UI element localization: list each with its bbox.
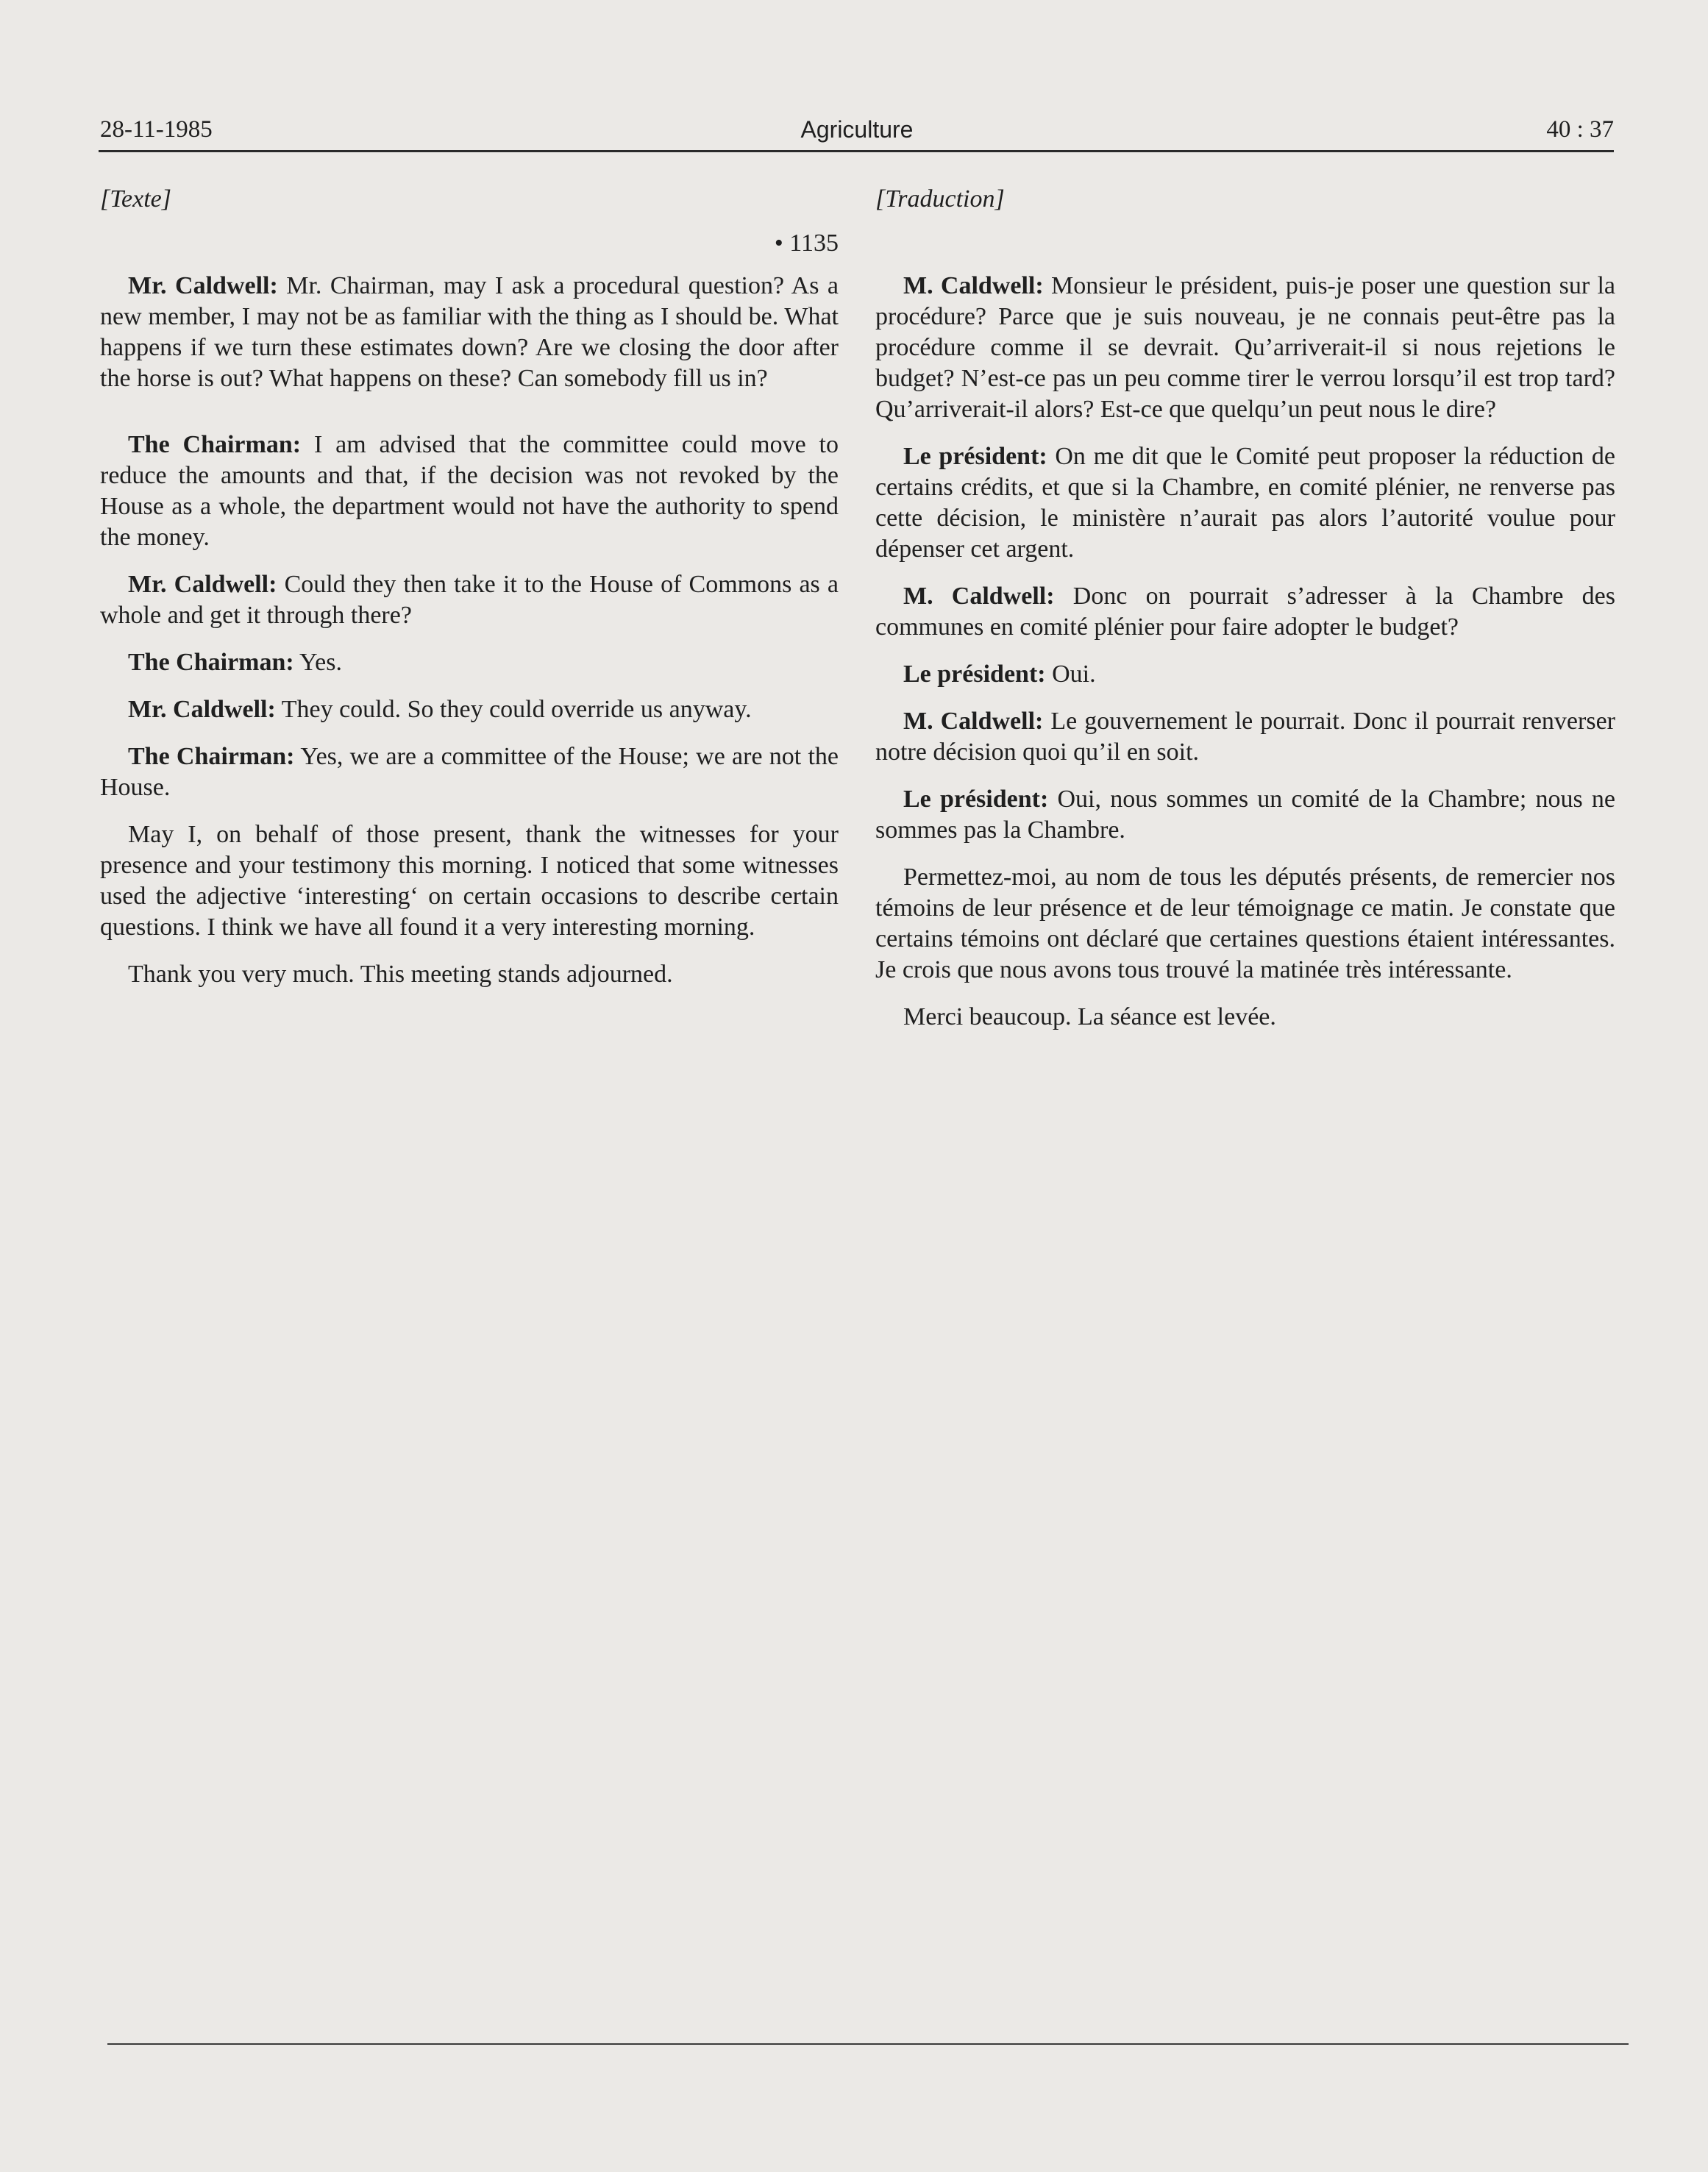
paragraph	[100, 430, 839, 553]
paragraph-text: May I, on behalf of those present, thank the witnesses for your presence and your testimony this morning. I noticed that some witnesses used the adjective ‘interesting‘ on certain occasions to describe certain questions. I think we have all found it a very interesting morning.	[100, 821, 839, 941]
paragraph	[875, 1002, 1615, 1033]
paragraph	[100, 959, 839, 990]
speaker-name: The Chairman:	[128, 649, 294, 676]
speaker-name: M. Caldwell:	[903, 583, 1055, 610]
paragraph-text: They could. So they could override us anyway.	[275, 696, 752, 723]
paragraph-text: Le gouvernement le pourrait. Donc il pourrait renverser notre décision quoi qu’il en soit.	[875, 708, 1615, 766]
paragraph-text: I am advised that the committee could move to reduce the amounts and that, if the decision was not revoked by the House as a whole, the department would not have the authority to spend the money.	[100, 431, 839, 551]
paragraph	[100, 647, 839, 678]
paragraph	[100, 569, 839, 631]
right-column-label: [Traduction]	[875, 185, 1005, 213]
time-marker: • 1135	[774, 229, 839, 257]
paragraph-text: Yes, we are a committee of the House; we are not the House.	[100, 743, 839, 801]
paragraph	[100, 694, 839, 725]
speaker-name: The Chairman:	[128, 431, 302, 458]
paragraph	[100, 741, 839, 803]
paragraph-text: Oui.	[1045, 660, 1096, 688]
paragraph-text: Mr. Chairman, may I ask a procedural question? As a new member, I may not be as familiar with the thing as I should be. What happens if we turn these estimates down? Are we closing the door after the horse is out? What happens on these? Can somebody fill us in?	[100, 272, 839, 392]
speaker-name: Le président:	[903, 786, 1049, 813]
paragraph	[875, 271, 1615, 425]
speaker-name: Le président:	[903, 660, 1046, 688]
paragraph	[100, 819, 839, 943]
paragraph	[875, 441, 1615, 565]
header-date: 28-11-1985	[100, 116, 213, 143]
paragraph	[875, 659, 1615, 690]
left-column-english	[100, 184, 839, 1006]
speaker-name: Mr. Caldwell:	[128, 696, 276, 723]
paragraph-text: Permettez-moi, au nom de tous les députés présents, de remercier nos témoins de leur présence et de leur témoignage ce matin. Je constate que certains témoins ont déclaré que certaines questions étaient intéressantes. Je crois que nous avons tous trouvé la matinée très intéressante.	[875, 864, 1615, 983]
paragraph-text: Thank you very much. This meeting stands adjourned.	[128, 961, 673, 988]
paragraph-text: Could they then take it to the House of Commons as a whole and get it through there?	[100, 571, 839, 629]
paragraph	[875, 784, 1615, 846]
paragraph-text: On me dit que le Comité peut proposer la réduction de certains crédits, et que si la Chambre, en comité plénier, ne renverse pas cette décision, le ministère n’aurait pas alors l’autorité voulue pour dépenser cet argent.	[875, 443, 1615, 563]
speaker-name: M. Caldwell:	[903, 708, 1044, 735]
paragraph-text: Oui, nous sommes un comité de la Chambre; nous ne sommes pas la Chambre.	[875, 786, 1615, 844]
paragraph	[875, 581, 1615, 643]
paragraph-text: Donc on pourrait s’adresser à la Chambre des communes en comité plénier pour faire adopter le budget?	[875, 583, 1616, 641]
footer-rule	[107, 2043, 1629, 2045]
right-column-french	[875, 184, 1615, 1049]
speaker-name: Le président:	[903, 443, 1047, 470]
header-title: Agriculture	[800, 116, 914, 143]
paragraph	[100, 271, 839, 394]
paragraph-text: Merci beaucoup. La séance est levée.	[903, 1003, 1276, 1030]
header-rule	[99, 150, 1614, 152]
speaker-name: M. Caldwell:	[903, 272, 1044, 299]
speaker-name: Mr. Caldwell:	[128, 571, 277, 598]
page-header	[100, 110, 1614, 149]
header-page-number: 40 : 37	[1546, 116, 1614, 143]
paragraph	[875, 862, 1615, 986]
paragraph-text: Monsieur le président, puis-je poser une question sur la procédure? Parce que je suis nouveau, je ne connais peut-être pas la procédure comme il se devrait. Qu’arriverait-il si nous rejetions le budget? N’est-ce pas un peu comme tirer le verrou lorsqu’il est trop tard? Qu’arriverait-il alors? Est-ce que quelqu’un peut nous le dire?	[875, 272, 1615, 423]
speaker-name: The Chairman:	[128, 743, 295, 770]
paragraph-text: Yes.	[293, 649, 342, 676]
paragraph	[875, 706, 1615, 768]
left-column-label: [Texte]	[100, 185, 171, 213]
speaker-name: Mr. Caldwell:	[128, 272, 278, 299]
